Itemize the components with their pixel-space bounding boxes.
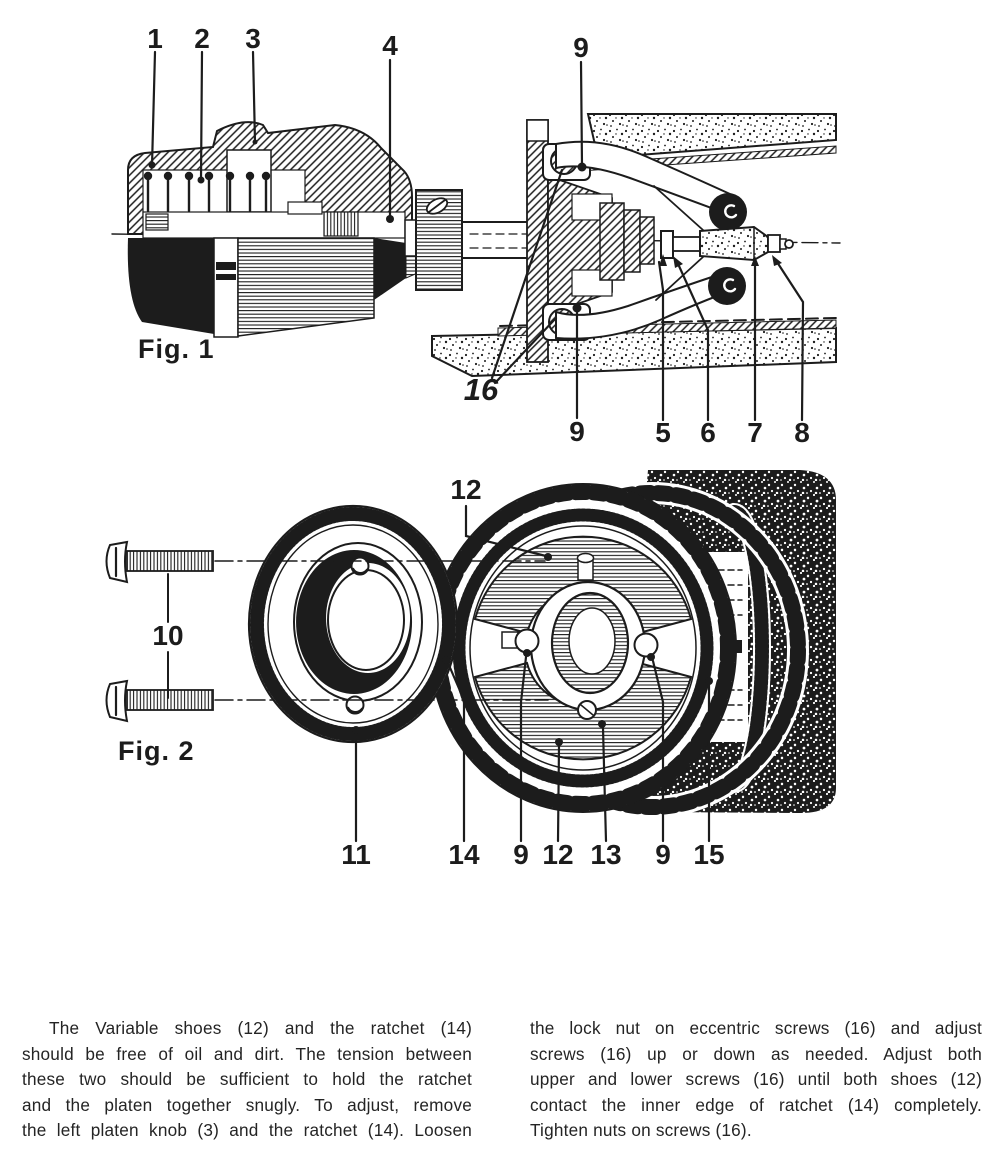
callout-14: 14	[448, 839, 480, 870]
body-text-line: the lock nut on eccentric screws (16) and adjust	[530, 1018, 982, 1038]
callout-7: 7	[747, 417, 763, 448]
callout-5: 5	[655, 417, 671, 448]
ring-gear	[249, 506, 457, 742]
text-column-right	[530, 1016, 982, 1144]
callout-1: 1	[147, 23, 163, 54]
body-text-line: contact the inner edge of ratchet (14) completely.	[530, 1094, 982, 1115]
figure-1-illustration	[112, 23, 840, 448]
body-text-line: should be free of oil and dirt. The tension between	[22, 1043, 472, 1064]
body-text-line: Tighten nuts on screws (16).	[530, 1120, 752, 1141]
figure-2-label: Fig. 2	[118, 736, 195, 766]
callout-3: 3	[245, 23, 261, 54]
body-text-line: and the platen together snugly. To adjust, remove	[22, 1094, 472, 1115]
callout-2: 2	[194, 23, 210, 54]
callout-9-left: 9	[513, 839, 529, 870]
callout-16: 16	[463, 372, 499, 407]
callout-15: 15	[693, 839, 725, 870]
callout-9-right: 9	[655, 839, 671, 870]
callout-9-bottom: 9	[569, 416, 585, 447]
body-text-line: the left platen knob (3) and the ratchet (14). Loosen	[22, 1120, 472, 1141]
callout-13: 13	[590, 839, 622, 870]
hub-bore	[569, 608, 615, 674]
body-text-line: these two should be sufficient to hold the ratchet	[22, 1069, 472, 1090]
figure-2-illustration	[107, 470, 837, 870]
text-column-left	[22, 1016, 472, 1144]
callout-4: 4	[382, 30, 398, 61]
callout-12-top: 12	[450, 474, 482, 505]
body-text-line: The Variable shoes (12) and the ratchet (14)	[49, 1018, 472, 1038]
callout-12-bottom: 12	[542, 839, 574, 870]
callout-10: 10	[152, 620, 184, 651]
body-text-line: upper and lower screws (16) until both shoes (12)	[530, 1069, 982, 1090]
figure-1-label: Fig. 1	[138, 334, 215, 364]
callout-8: 8	[794, 417, 810, 448]
callout-6: 6	[700, 417, 716, 448]
callout-11: 11	[341, 839, 371, 870]
callout-9-top: 9	[573, 32, 589, 63]
body-text-line: screws (16) up or down as needed. Adjust both	[530, 1043, 982, 1064]
lower-roller	[708, 267, 746, 305]
upper-roller	[709, 193, 747, 231]
